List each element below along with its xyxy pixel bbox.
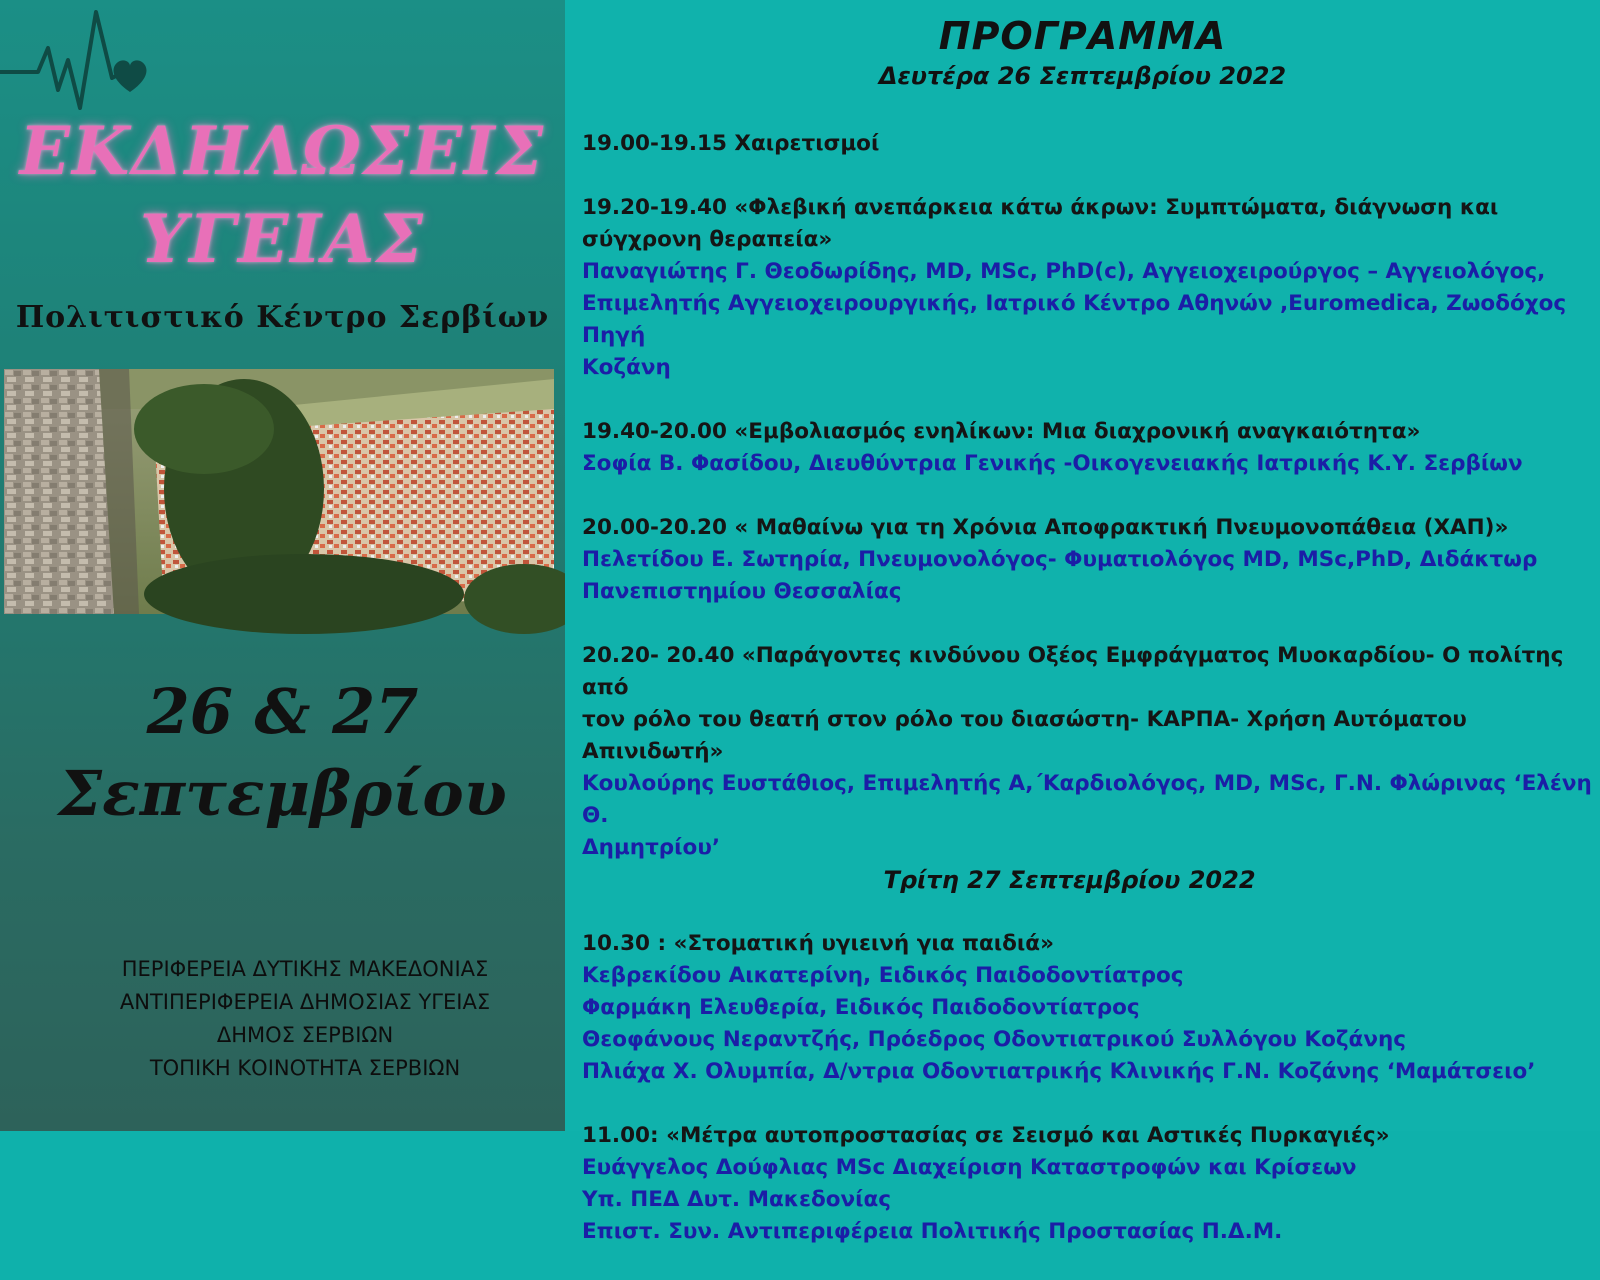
talk-speaker: Ευάγγελος Δούφλιας MSc Διαχείριση Καταστροφών και Κρίσεων <box>582 1155 1357 1180</box>
talk-title: 11.00: «Μέτρα αυτοπροστασίας σε Σεισμό και Αστικές Πυρκαγιές» <box>582 1123 1390 1148</box>
organizer-community: ΤΟΠΙΚΗ ΚΟΙΝΟΤΗΤΑ ΣΕΡΒΙΩΝ <box>149 1056 461 1080</box>
talk-speaker: Υπ. ΠΕΔ Δυτ. Μακεδονίας <box>582 1187 892 1212</box>
talk-title: 20.00-20.20 « Μαθαίνω για τη Χρόνια Αποφρακτική Πνευμονοπάθεια (ΧΑΠ)» <box>582 515 1509 540</box>
town-photo <box>4 369 554 614</box>
day2-heading: Τρίτη 27 Σεπτεμβρίου 2022 <box>883 866 1256 894</box>
talk-speaker: Παναγιώτης Γ. Θεοδωρίδης, MD, MSc, PhD(c), Αγγειοχειρούργος – Αγγειολόγος, <box>582 259 1546 284</box>
talk-title: 20.20- 20.40 «Παράγοντες κινδύνου Οξέος Εμφράγματος Μυοκαρδίου- Ο πολίτης από <box>582 643 1564 700</box>
left-panel <box>0 0 565 1131</box>
organizer-municipality: ΔΗΜΟΣ ΣΕΡΒΙΩΝ <box>216 1023 394 1047</box>
talk-speaker: Πελετίδου Ε. Σωτηρία, Πνευμονολόγος- Φυματιολόγος MD, MSc,PhD, Διδάκτωρ <box>582 547 1538 572</box>
event-title-line2: ΥΓΕΙΑΣ <box>139 200 426 278</box>
talk-title: 19.40-20.00 «Εμβολιασμός ενηλίκων: Μια διαχρονική αναγκαιότητα» <box>582 419 1421 444</box>
talk-speaker: Πανεπιστημίου Θεσσαλίας <box>582 579 902 604</box>
organizer-region: ΠΕΡΙΦΕΡΕΙΑ ΔΥΤΙΚΗΣ ΜΑΚΕΔΟΝΙΑΣ <box>121 957 489 981</box>
talk-speaker: Επιμελητής Αγγειοχειρουργικής, Ιατρικό Κέντρο Αθηνών ,Euromedica, Ζωοδόχος Πηγή <box>582 291 1567 348</box>
talk-title: 19.00-19.15 Χαιρετισμοί <box>582 131 880 156</box>
venue-name: Πολιτιστικό Κέντρο Σερβίων <box>15 300 550 335</box>
talk-title: 10.30 : «Στοματική υγιεινή για παιδιά» <box>582 931 1054 956</box>
talk-title: σύγχρονη θεραπεία» <box>582 227 833 252</box>
program-item <box>582 1120 1592 1248</box>
program-list <box>582 128 1592 1280</box>
talk-speaker: Κοζάνη <box>582 355 671 380</box>
organizer-public-health: ΑΝΤΙΠΕΡΙΦΕΡΕΙΑ ΔΗΜΟΣΙΑΣ ΥΓΕΙΑΣ <box>119 990 491 1014</box>
program-item <box>582 640 1592 864</box>
event-dates-numbers: 26 & 27 <box>146 675 419 748</box>
talk-speaker: Κεβρεκίδου Αικατερίνη, Ειδικός Παιδοδοντίατρος <box>582 963 1184 988</box>
talk-speaker: Κουλούρης Ευστάθιος, Επιμελητής Α,΄Καρδιολόγος, MD, MSc, Γ.Ν. Φλώρινας ‘Ελένη Θ. <box>582 771 1592 828</box>
event-title-line1: ΕΚΔΗΛΩΣΕΙΣ <box>19 112 546 190</box>
event-dates-month: Σεπτεμβρίου <box>58 757 507 830</box>
day1-heading: Δευτέρα 26 Σεπτεμβρίου 2022 <box>878 62 1287 90</box>
talk-title: τον ρόλο του θεατή στον ρόλο του διασώστη- ΚΑΡΠΑ- Χρήση Αυτόματου Απινιδωτή» <box>582 707 1467 764</box>
talk-speaker: Φαρμάκη Ελευθερία, Ειδικός Παιδοδοντίατρος <box>582 995 1140 1020</box>
talk-speaker: Δημητρίου’ <box>582 835 721 860</box>
organizers-list <box>0 953 610 1085</box>
talk-speaker: Πλιάχα Χ. Ολυμπία, Δ/ντρια Οδοντιατρικής Κλινικής Γ.Ν. Κοζάνης ‘Μαμάτσειο’ <box>582 1059 1536 1084</box>
program-heading: ΠΡΟΓΡΑΜΜΑ <box>938 14 1227 58</box>
program-panel <box>565 0 1600 1244</box>
talk-speaker: Θεοφάνους Νεραντζής, Πρόεδρος Οδοντιατρικού Συλλόγου Κοζάνης <box>582 1027 1407 1052</box>
talk-speaker: Σοφία Β. Φασίδου, Διευθύντρια Γενικής -Οικογενειακής Ιατρικής Κ.Υ. Σερβίων <box>582 451 1523 476</box>
talk-speaker: Επιστ. Συν. Αντιπεριφέρεια Πολιτικής Προστασίας Π.Δ.Μ. <box>582 1219 1283 1244</box>
program-item <box>582 928 1592 1088</box>
program-item <box>582 416 1592 480</box>
program-item <box>582 512 1592 608</box>
heartbeat-icon <box>0 8 160 118</box>
talk-title: 19.20-19.40 «Φλεβική ανεπάρκεια κάτω άκρων: Συμπτώματα, διάγνωση και <box>582 195 1499 220</box>
program-item <box>582 128 1592 160</box>
program-item <box>582 192 1592 384</box>
